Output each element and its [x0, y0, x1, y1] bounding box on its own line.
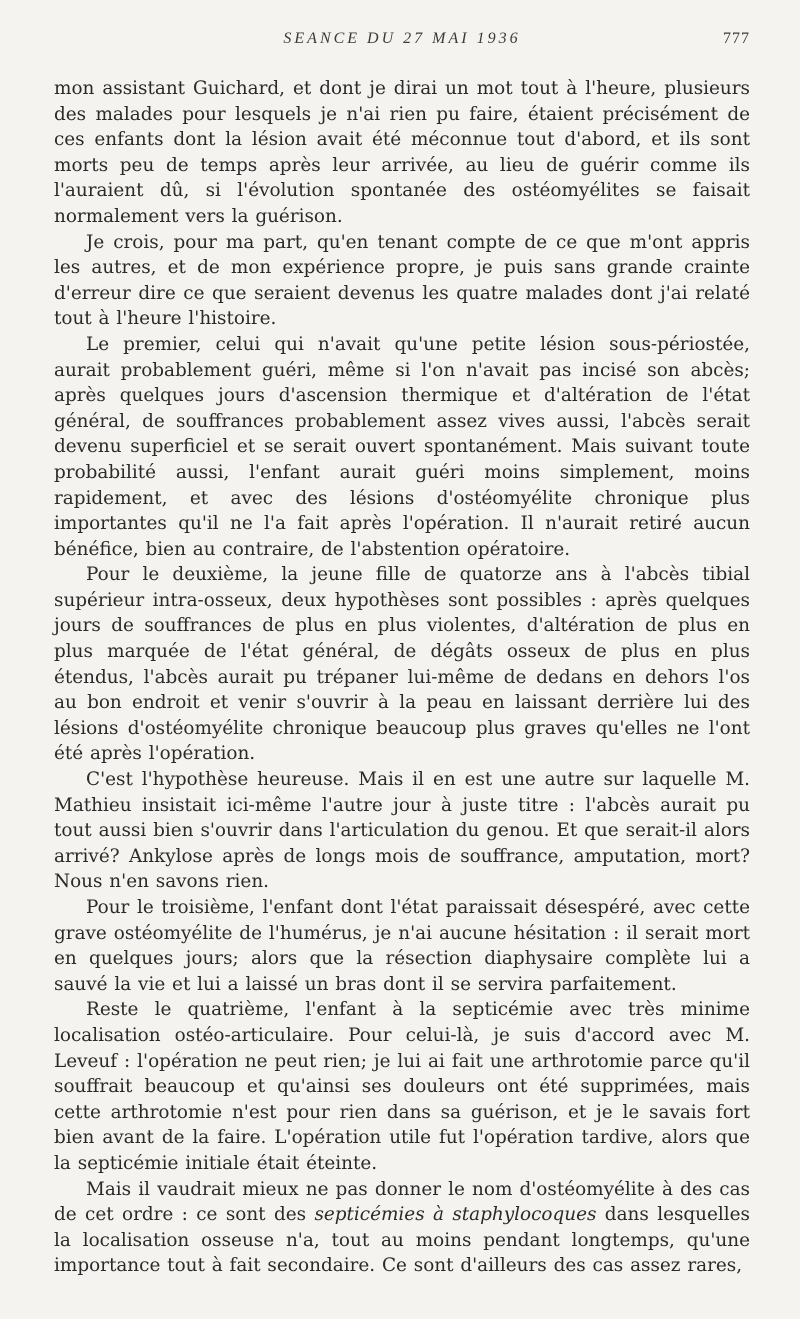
paragraph-7: Reste le quatrième, l'enfant à la septicémie avec très minime localisation ostéo-articulaire. Pour celui-là, je suis d'accord avec M. Leveuf : l'opération ne peut rien; je lui ai fait une arthrotomie parce qu'il souffrait beaucoup et qu'ainsi ses douleurs ont été supprimées, mais cette arthrotomie n'est pour rien dans sa guérison, et je le savais fort bien avant de la faire. L'opération utile fut l'opération tardive, alors que la septicémie initiale était éteinte. [54, 999, 750, 1174]
paragraph-1: mon assistant Guichard, et dont je dirai un mot tout à l'heure, plusieurs des malades pour lesquels je n'ai rien pu faire, étaient précisément de ces enfants dont la lésion avait été méconnue tout d'abord, et ils sont morts peu de temps après leur arrivée, au lieu de guérir comme ils l'auraient dû, si l'évolution spontanée des ostéomyélites se faisait normalement vers la guérison. [54, 78, 750, 227]
paragraph-5: C'est l'hypothèse heureuse. Mais il en est une autre sur laquelle M. Mathieu insistait ici-même l'autre jour à juste titre : l'abcès aurait pu tout aussi bien s'ouvrir dans l'articulation du genou. Et que serait-il alors arrivé? Ankylose après de longs mois de souffrance, amputation, mort? Nous n'en savons rien. [54, 769, 750, 893]
paragraph-8-text-after: dans lesquelles la localisation osseuse n'a, tout au moins pendant longtemps, qu'une importance tout à fait secondaire. Ce sont d'ailleurs des cas assez rares, [54, 1204, 750, 1277]
paragraph-8-text-before: Mais il vaudrait mieux ne pas donner le nom d'ostéomyélite à des cas de cet ordre : ce sont des [54, 1178, 750, 1226]
page-number: 777 [723, 30, 750, 47]
page-header [54, 30, 750, 54]
paragraph-6: Pour le troisième, l'enfant dont l'état paraissait désespéré, avec cette grave ostéomyélite de l'humérus, je n'ai aucune hésitation : il serait mort en quelques jours; alors que la résection diaphysaire complète lui a sauvé la vie et lui a laissé un bras dont il se servira parfaitement. [54, 897, 750, 995]
paragraph-4: Pour le deuxième, la jeune fille de quatorze ans à l'abcès tibial supérieur intra-osseux, deux hypothèses sont possibles : après quelques jours de souffrances de plus en plus violentes, d'altération de plus en plus marquée de l'état général, de dégâts osseux de plus en plus étendus, l'abcès aurait pu trépaner lui-même de dedans en dehors l'os au bon endroit et venir s'ouvrir à la peau en laissant derrière lui des lésions d'ostéomyélite chronique beaucoup plus graves qu'elles ne l'ont été après l'opération. [54, 564, 750, 765]
paragraph-2: Je crois, pour ma part, qu'en tenant compte de ce que m'ont appris les autres, et de mon expérience propre, je puis sans grande crainte d'erreur dire ce que seraient devenus les quatre malades dont j'ai relaté tout à l'heure l'histoire. [54, 231, 750, 330]
body-text [54, 76, 750, 1279]
paragraph-3: Le premier, celui qui n'avait qu'une petite lésion sous-périostée, aurait probablement guéri, même si l'on n'avait pas incisé son abcès; après quelques jours d'ascension thermique et d'altération de l'état général, de souffrances probablement assez vives aussi, l'abcès serait devenu superficiel et se serait ouvert spontanément. Mais suivant toute probabilité aussi, l'enfant aurait guéri moins simplement, moins rapidement, et avec des lésions d'ostéomyélite chronique plus importantes qu'il ne l'a fait après l'opération. Il n'aurait retiré aucun bénéfice, bien au contraire, de l'abstention opératoire. [54, 333, 750, 560]
paragraph-8-emphasis: septicémies à staphylocoques [314, 1204, 597, 1226]
paragraph-8 [54, 1177, 750, 1279]
running-head: SEANCE DU 27 MAI 1936 [283, 30, 521, 47]
